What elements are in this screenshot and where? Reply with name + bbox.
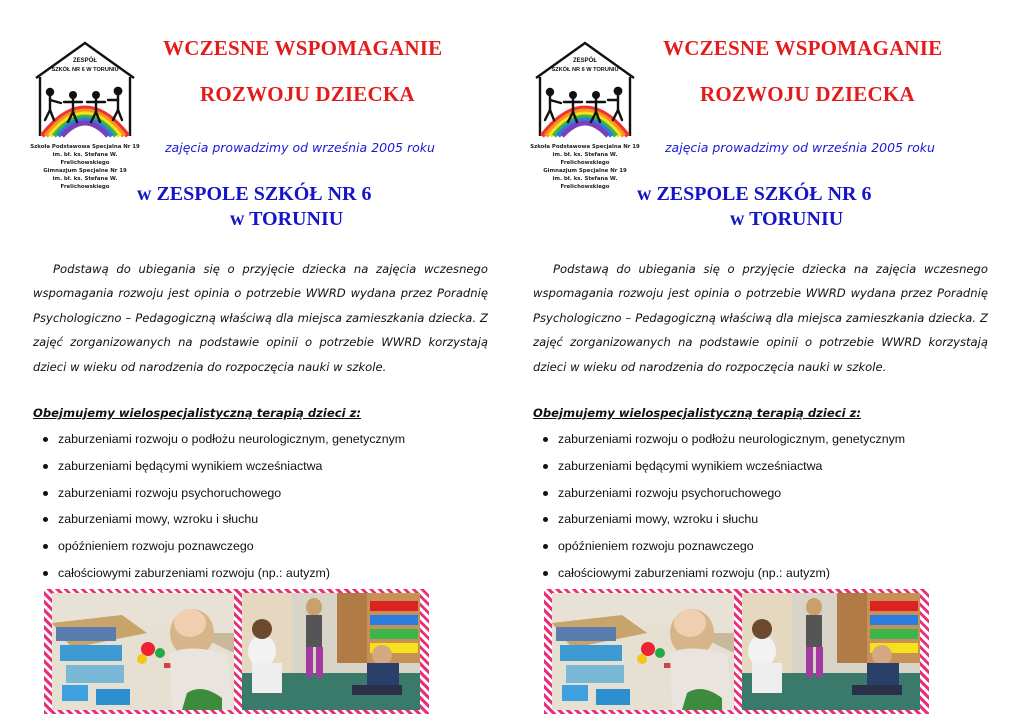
logo-caption-line: im. bł. ks. Stefana W. Frelichowskiego bbox=[52, 176, 118, 190]
bullet-icon bbox=[543, 544, 548, 549]
list-item-text: zaburzeniami mowy, wzroku i słuchu bbox=[558, 512, 759, 527]
logo-roof-line1: ZESPÓŁ bbox=[572, 58, 598, 64]
bullet-icon bbox=[43, 437, 48, 442]
bullet-icon bbox=[543, 491, 548, 496]
logo-caption-line: im. bł. ks. Stefana W. Frelichowskiego bbox=[52, 152, 118, 166]
list-item bbox=[540, 560, 905, 587]
title-line2: ROZWOJU DZIECKA bbox=[700, 82, 915, 106]
list-item bbox=[540, 506, 905, 533]
photo-strip bbox=[44, 589, 429, 714]
list-item bbox=[40, 533, 405, 560]
house-rainbow-logo-icon bbox=[530, 40, 640, 140]
photo-therapy-floor bbox=[742, 593, 920, 710]
list-item-text: zaburzeniami rozwoju o podłożu neurologicznym, genetycznym bbox=[58, 432, 406, 446]
bullet-icon bbox=[43, 464, 48, 469]
list-item bbox=[40, 480, 405, 507]
list-item bbox=[40, 426, 405, 453]
list-item-text: zaburzeniami rozwoju psychoruchowego bbox=[58, 485, 282, 500]
list-item bbox=[40, 506, 405, 533]
photo-therapy-table bbox=[52, 593, 234, 710]
logo-caption-line: Szkoła Podstawowa Specjalna Nr 19 bbox=[30, 144, 140, 150]
admission-paragraph: Podstawą do ubiegania się o przyjęcie dziecka na zajęcia wczesnego wspomagania rozwoju jest opinia o potrzebie WWRD wydana przez Poradnię Psychologiczno – Pedagogiczną właściwą dla miejsca zamieszkania dziecka. Z zajęć zorganizowanych na podstawie opinii o potrzebie WWRD korzystają dzieci w wieku od narodzenia do rozpoczęcia nauki w szkole. bbox=[533, 261, 988, 374]
list-item-text: całościowymi zaburzeniami rozwoju (np.: autyzm) bbox=[558, 565, 830, 580]
start-date-note: zajęcia prowadzimy od września 2005 roku bbox=[165, 140, 435, 155]
list-item-text: zaburzeniami rozwoju psychoruchowego bbox=[558, 485, 782, 500]
school-name-line1: w ZESPOLE SZKÓŁ NR 6 bbox=[637, 183, 872, 205]
house-rainbow-logo-icon bbox=[30, 40, 140, 140]
list-item-text: całościowymi zaburzeniami rozwoju (np.: autyzm) bbox=[58, 565, 330, 580]
admission-paragraph: Podstawą do ubiegania się o przyjęcie dziecka na zajęcia wczesnego wspomagania rozwoju jest opinia o potrzebie WWRD wydana przez Poradnię Psychologiczno – Pedagogiczną właściwą dla miejsca zamieszkania dziecka. Z zajęć zorganizowanych na podstawie opinii o potrzebie WWRD korzystają dzieci w wieku od narodzenia do rozpoczęcia nauki w szkole. bbox=[33, 261, 488, 374]
photo-therapy-table bbox=[552, 593, 734, 710]
list-item bbox=[40, 560, 405, 587]
therapy-list bbox=[540, 426, 905, 587]
title-line2: ROZWOJU DZIECKA bbox=[200, 82, 415, 106]
logo-caption bbox=[30, 143, 140, 191]
leaflet-panel-left bbox=[0, 0, 510, 725]
list-item-text: zaburzeniami będącymi wynikiem wcześniactwa bbox=[58, 458, 323, 473]
bullet-icon bbox=[43, 544, 48, 549]
logo-caption-line: Szkoła Podstawowa Specjalna Nr 19 bbox=[530, 144, 640, 150]
list-item-text: zaburzeniami mowy, wzroku i słuchu bbox=[58, 512, 259, 527]
therapy-heading: Obejmujemy wielospecjalistyczną terapią dzieci z: bbox=[33, 406, 361, 420]
logo-caption-line: im. bł. ks. Stefana W. Frelichowskiego bbox=[552, 176, 618, 190]
list-item bbox=[540, 426, 905, 453]
bullet-icon bbox=[543, 437, 548, 442]
list-item bbox=[540, 453, 905, 480]
bullet-icon bbox=[43, 517, 48, 522]
logo-roof-line2: SZKÓŁ NR 6 W TORUNIU bbox=[551, 67, 619, 73]
logo-roof-line1: ZESPÓŁ bbox=[72, 58, 98, 64]
bullet-icon bbox=[543, 464, 548, 469]
logo-caption bbox=[530, 143, 640, 191]
list-item bbox=[540, 480, 905, 507]
start-date-note: zajęcia prowadzimy od września 2005 roku bbox=[665, 140, 935, 155]
school-name-line1: w ZESPOLE SZKÓŁ NR 6 bbox=[137, 183, 372, 205]
bullet-icon bbox=[43, 571, 48, 576]
title-line1: WCZESNE WSPOMAGANIE bbox=[163, 36, 443, 60]
school-name-line2: w TORUNIU bbox=[730, 208, 844, 230]
list-item-text: opóźnieniem rozwoju poznawczego bbox=[558, 539, 754, 554]
logo-roof-line2: SZKÓŁ NR 6 W TORUNIU bbox=[51, 67, 119, 73]
logo-caption-line: im. bł. ks. Stefana W. Frelichowskiego bbox=[552, 152, 618, 166]
bullet-icon bbox=[43, 491, 48, 496]
bullet-icon bbox=[543, 517, 548, 522]
logo-caption-line: Gimnazjum Specjalne Nr 19 bbox=[43, 168, 127, 174]
list-item bbox=[540, 533, 905, 560]
list-item-text: zaburzeniami rozwoju o podłożu neurologicznym, genetycznym bbox=[558, 432, 906, 446]
list-item-text: opóźnieniem rozwoju poznawczego bbox=[58, 539, 254, 554]
list-item bbox=[40, 453, 405, 480]
therapy-list bbox=[40, 426, 405, 587]
bullet-icon bbox=[543, 571, 548, 576]
logo-caption-line: Gimnazjum Specjalne Nr 19 bbox=[543, 168, 627, 174]
photo-strip bbox=[544, 589, 929, 714]
leaflet-panel-right bbox=[500, 0, 1010, 725]
school-name-line2: w TORUNIU bbox=[230, 208, 344, 230]
photo-therapy-floor bbox=[242, 593, 420, 710]
list-item-text: zaburzeniami będącymi wynikiem wcześniactwa bbox=[558, 458, 823, 473]
therapy-heading: Obejmujemy wielospecjalistyczną terapią dzieci z: bbox=[533, 406, 861, 420]
title-line1: WCZESNE WSPOMAGANIE bbox=[663, 36, 943, 60]
